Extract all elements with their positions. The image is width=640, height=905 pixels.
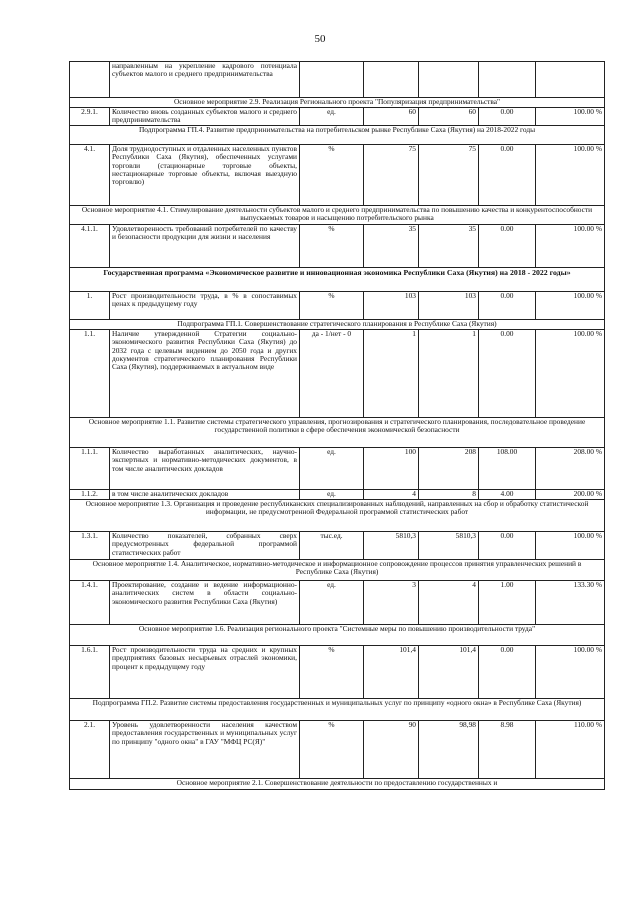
completion-percent-cell: 133.30 % — [536, 581, 605, 625]
plan-value-cell: 90 — [364, 721, 419, 779]
deviation-cell — [479, 62, 536, 98]
table-row — [70, 532, 605, 560]
deviation-cell: 0.00 — [479, 330, 536, 418]
page-number: 50 — [314, 33, 326, 45]
indicator-name-cell: Рост производительности труда на средних и крупных предприятиях базовых несырьевых отраслей экономики, процент к предыдущему году — [110, 646, 300, 699]
fact-value-cell — [419, 62, 479, 98]
row-number-cell: 1.1.1. — [70, 448, 110, 490]
fact-value-cell: 4 — [419, 581, 479, 625]
table-row — [70, 646, 605, 699]
completion-percent-cell: 100.00 % — [536, 330, 605, 418]
table-row — [70, 292, 605, 320]
section-heading-row — [70, 206, 605, 225]
section-heading: Основное мероприятие 4.1. Стимулирование деятельности субъектов малого и среднего предпринимательства по повышению качества и конкурентоспособности выпускаемых товаров и насыщению потребительского рынка — [70, 206, 605, 225]
plan-value-cell: 4 — [364, 490, 419, 500]
unit-cell — [300, 62, 364, 98]
plan-value-cell: 60 — [364, 108, 419, 126]
row-number-cell: 4.1.1. — [70, 225, 110, 268]
plan-value-cell: 100 — [364, 448, 419, 490]
section-heading: Основное мероприятие 1.4. Аналитическое, нормативно-методическое и информационное сопровождение процессов принятия управленческих решений в Республике Саха (Якутия) — [70, 560, 605, 581]
row-number-cell: 1.1. — [70, 330, 110, 418]
section-heading-row — [70, 699, 605, 721]
indicator-name-cell: Уровень удовлетворенности населения качеством предоставления государственных и муниципальных услуг по принципу "одного окна" в ГАУ "МФЦ РС(Я)" — [110, 721, 300, 779]
section-heading: Основное мероприятие 2.1. Совершенствование деятельности по предоставлению государственных и — [70, 779, 605, 790]
fact-value-cell: 35 — [419, 225, 479, 268]
row-number-cell: 1. — [70, 292, 110, 320]
completion-percent-cell: 208.00 % — [536, 448, 605, 490]
section-heading-row — [70, 779, 605, 790]
indicator-name-cell: Количество вновь созданных субъектов малого и среднего предпринимательства — [110, 108, 300, 126]
section-heading: Основное мероприятие 2.9. Реализация Регионального проекта "Популяризация предпринимательства" — [70, 98, 605, 108]
table-row — [70, 330, 605, 418]
indicator-name-cell: Доля труднодоступных и отдаленных населенных пунктов Республики Саха (Якутия), обеспеченных услугами торговли (стационарные торговые объекты, нестационарные торговые объекты, включая выездную торговлю) — [110, 145, 300, 206]
completion-percent-cell: 100.00 % — [536, 145, 605, 206]
fact-value-cell: 60 — [419, 108, 479, 126]
table-row — [70, 448, 605, 490]
unit-cell: % — [300, 721, 364, 779]
section-heading-row — [70, 126, 605, 145]
plan-value-cell: 3 — [364, 581, 419, 625]
deviation-cell: 0.00 — [479, 646, 536, 699]
unit-cell: да - 1/нет - 0 — [300, 330, 364, 418]
section-heading-row — [70, 560, 605, 581]
unit-cell: ед. — [300, 490, 364, 500]
indicators-table-body — [70, 62, 605, 790]
deviation-cell: 108.00 — [479, 448, 536, 490]
section-heading: Подпрограмма ГП.4. Развитие предпринимательства на потребительском рынке Республике Саха (Якутия) на 2018-2022 годы — [70, 126, 605, 145]
unit-cell: % — [300, 145, 364, 206]
row-number-cell: 1.3.1. — [70, 532, 110, 560]
plan-value-cell: 75 — [364, 145, 419, 206]
indicator-name-cell: направленным на укрепление кадрового потенциала субъектов малого и среднего предпринимательства — [110, 62, 300, 98]
deviation-cell: 0.00 — [479, 225, 536, 268]
table-row — [70, 490, 605, 500]
indicators-table — [69, 61, 605, 790]
row-number-cell: 1.1.2. — [70, 490, 110, 500]
plan-value-cell: 5810,3 — [364, 532, 419, 560]
section-heading: Основное мероприятие 1.1. Развитие системы стратегического управления, прогнозирования и стратегического планирования, последовательное проведение государственной политики в сфере обеспечения экономической безопасности — [70, 418, 605, 448]
section-heading-row — [70, 418, 605, 448]
row-number-cell: 2.1. — [70, 721, 110, 779]
unit-cell: ед. — [300, 581, 364, 625]
section-heading: Подпрограмма ГП.1. Совершенствование стратегического планирования в Республике Саха (Якутия) — [70, 320, 605, 330]
indicator-name-cell: Удовлетворенность требований потребителей по качеству и безопасности продукции для жизни и населения — [110, 225, 300, 268]
fact-value-cell: 208 — [419, 448, 479, 490]
plan-value-cell — [364, 62, 419, 98]
completion-percent-cell: 100.00 % — [536, 532, 605, 560]
section-heading-row — [70, 625, 605, 646]
plan-value-cell: 103 — [364, 292, 419, 320]
table-row — [70, 145, 605, 206]
row-number-cell — [70, 62, 110, 98]
program-heading: Государственная программа «Экономическое развитие и инновационная экономика Республики Саха (Якутия) на 2018 - 2022 годы» — [70, 268, 605, 292]
row-number-cell: 2.9.1. — [70, 108, 110, 126]
indicator-name-cell: Количество выработанных аналитических, научно-экспертных и нормативно-методических документов, в том числе аналитических докладов — [110, 448, 300, 490]
indicator-name-cell: Проектирование, создание и ведение информационно-аналитических систем в области социально-экономического развития Республики Саха (Якутия) — [110, 581, 300, 625]
completion-percent-cell: 110.00 % — [536, 721, 605, 779]
section-heading: Подпрограмма ГП.2. Развитие системы предоставления государственных и муниципальных услуг по принципу «одного окна» в Республике Саха (Якутия) — [70, 699, 605, 721]
completion-percent-cell: 100.00 % — [536, 292, 605, 320]
fact-value-cell: 98,98 — [419, 721, 479, 779]
unit-cell: % — [300, 646, 364, 699]
fact-value-cell: 75 — [419, 145, 479, 206]
row-number-cell: 4.1. — [70, 145, 110, 206]
section-heading-row — [70, 320, 605, 330]
row-number-cell: 1.6.1. — [70, 646, 110, 699]
program-heading-row — [70, 268, 605, 292]
deviation-cell: 0.00 — [479, 145, 536, 206]
unit-cell: ед. — [300, 448, 364, 490]
deviation-cell: 8.98 — [479, 721, 536, 779]
completion-percent-cell: 100.00 % — [536, 225, 605, 268]
deviation-cell: 4.00 — [479, 490, 536, 500]
plan-value-cell: 101,4 — [364, 646, 419, 699]
table-row — [70, 62, 605, 98]
unit-cell: ед. — [300, 108, 364, 126]
indicator-name-cell: Количество показателей, собранных сверх предусмотренных федеральной программой статистических работ — [110, 532, 300, 560]
table-row — [70, 721, 605, 779]
section-heading-row — [70, 500, 605, 532]
completion-percent-cell: 100.00 % — [536, 646, 605, 699]
plan-value-cell: 35 — [364, 225, 419, 268]
table-row — [70, 581, 605, 625]
unit-cell: % — [300, 292, 364, 320]
unit-cell: % — [300, 225, 364, 268]
indicator-name-cell: Наличие утвержденной Стратегии социально-экономического развития Республики Саха (Якутия) до 2032 года с целевым видением до 2050 года и других документов стратегического планирования Республики Саха (Якутия), поддерживаемых в актуальном виде — [110, 330, 300, 418]
indicator-name-cell: в том числе аналитических докладов — [110, 490, 300, 500]
section-heading-row — [70, 98, 605, 108]
section-heading: Основное мероприятие 1.6. Реализация регионального проекта "Системные меры по повышению производительности труда" — [70, 625, 605, 646]
table-row — [70, 225, 605, 268]
fact-value-cell: 101,4 — [419, 646, 479, 699]
plan-value-cell: 1 — [364, 330, 419, 418]
deviation-cell: 1.00 — [479, 581, 536, 625]
section-heading: Основное мероприятие 1.3. Организация и проведение республиканских специализированных наблюдений, направленных на сбор и обработку статистической информации, не предусмотренной Федеральной программой статистических работ — [70, 500, 605, 532]
deviation-cell: 0.00 — [479, 292, 536, 320]
table-row — [70, 108, 605, 126]
fact-value-cell: 5810,3 — [419, 532, 479, 560]
deviation-cell: 0.00 — [479, 532, 536, 560]
completion-percent-cell: 100.00 % — [536, 108, 605, 126]
unit-cell: тыс.ед. — [300, 532, 364, 560]
row-number-cell: 1.4.1. — [70, 581, 110, 625]
completion-percent-cell — [536, 62, 605, 98]
deviation-cell: 0.00 — [479, 108, 536, 126]
completion-percent-cell: 200.00 % — [536, 490, 605, 500]
fact-value-cell: 1 — [419, 330, 479, 418]
fact-value-cell: 8 — [419, 490, 479, 500]
indicator-name-cell: Рост производительности труда, в % в сопоставимых ценах к предыдущему году — [110, 292, 300, 320]
fact-value-cell: 103 — [419, 292, 479, 320]
